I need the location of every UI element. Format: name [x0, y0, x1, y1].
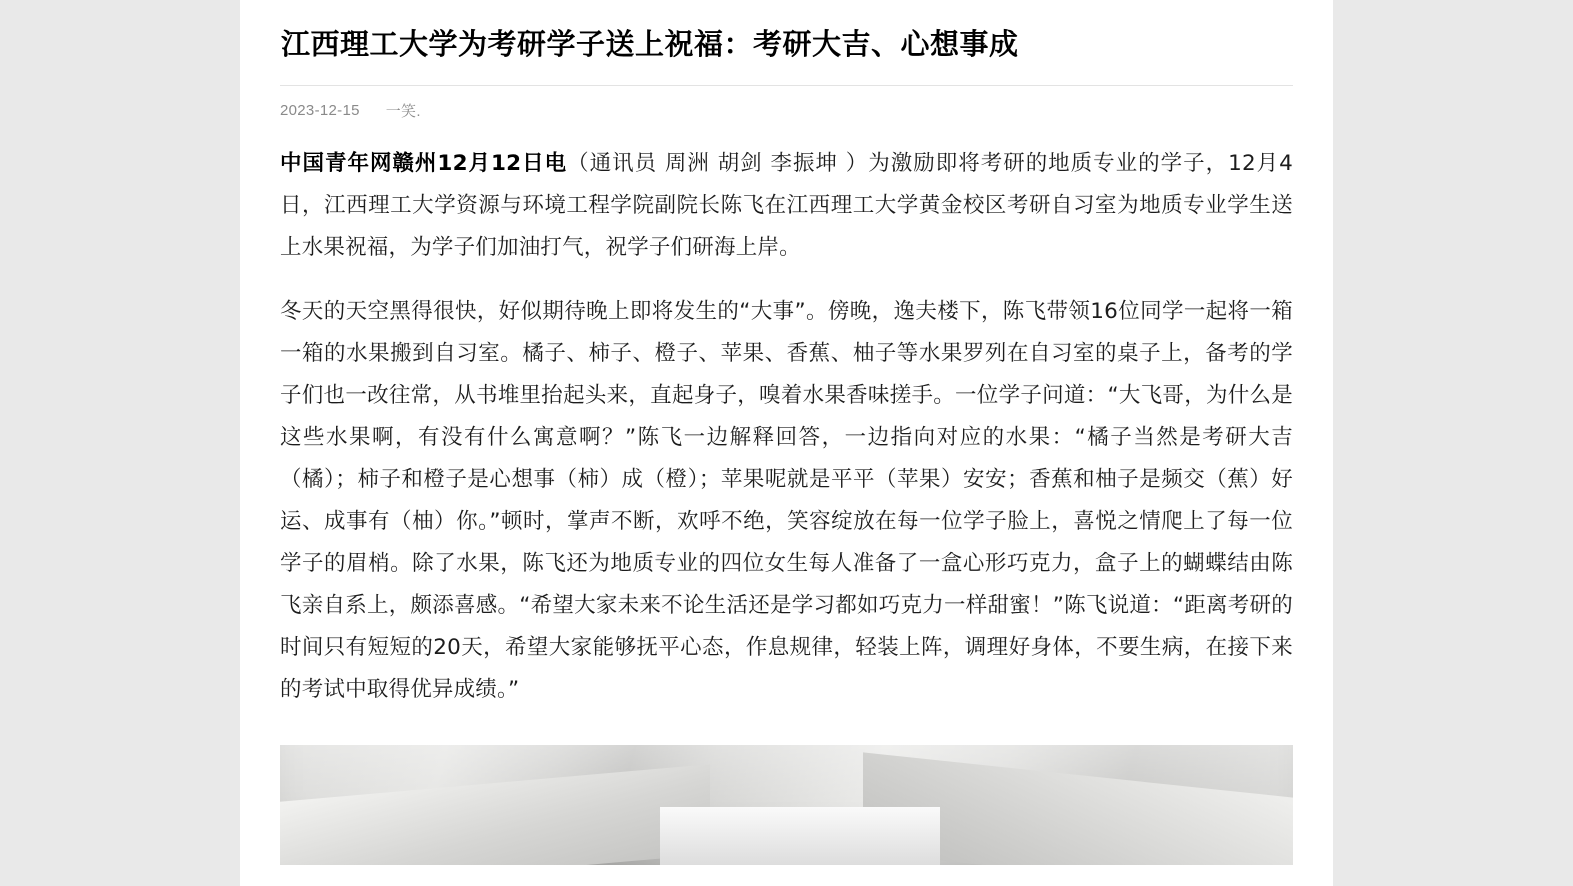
paragraph-1-text: （通讯员 周洲 胡剑 李振坤 ）为激励即将考研的地质专业的学子，12月4日，江西理工大学资源与环境工程学院副院长陈飞在江西理工大学黄金校区考研自习室为地质专业学生送上水果祝福，为学子们加油打气，祝学子们研海上岸。 — [280, 151, 1294, 261]
article-body — [280, 0, 1293, 865]
paragraph-2: 冬天的天空黑得很快，好似期待晚上即将发生的“大事”。傍晚，逸夫楼下，陈飞带领16位同学一起将一箱一箱的水果搬到自习室。橘子、柿子、橙子、苹果、香蕉、柚子等水果罗列在自习室的桌子上，备考的学子们也一改往常，从书堆里抬起头来，直起身子，嗅着水果香味搓手。一位学子问道：“大飞哥，为什么是这些水果啊，有没有什么寓意啊？”陈飞一边解释回答，一边指向对应的水果：“橘子当然是考研大吉（橘）；柿子和橙子是心想事（柿）成（橙）；苹果呢就是平平（苹果）安安；香蕉和柚子是频交（蕉）好运、成事有（柚）你。”顿时，掌声不断，欢呼不绝，笑容绽放在每一位学子脸上，喜悦之情爬上了每一位学子的眉梢。除了水果，陈飞还为地质专业的四位女生每人准备了一盒心形巧克力，盒子上的蝴蝶结由陈飞亲自系上，颇添喜感。“希望大家未来不论生活还是学习都如巧克力一样甜蜜！”陈飞说道：“距离考研的时间只有短短的20天，希望大家能够抚平心态，作息规律，轻装上阵，调理好身体，不要生病，在接下来的考试中取得优异成绩。” — [280, 299, 1293, 703]
article-image — [280, 745, 1293, 865]
article-sheet — [240, 0, 1333, 886]
photo-shape-center — [660, 807, 940, 865]
paragraph-1-lead: 中国青年网赣州12月12日电 — [280, 151, 568, 177]
author-name: 一笑. — [385, 103, 421, 121]
paragraph-1 — [280, 143, 1293, 269]
photo-shape-left — [280, 764, 710, 865]
article-meta — [280, 85, 1293, 121]
publish-date: 2023-12-15 — [280, 102, 360, 120]
page-title: 江西理工大学为考研学子送上祝福：考研大吉、心想事成 — [281, 29, 1019, 61]
article-image-photo — [280, 745, 1293, 865]
